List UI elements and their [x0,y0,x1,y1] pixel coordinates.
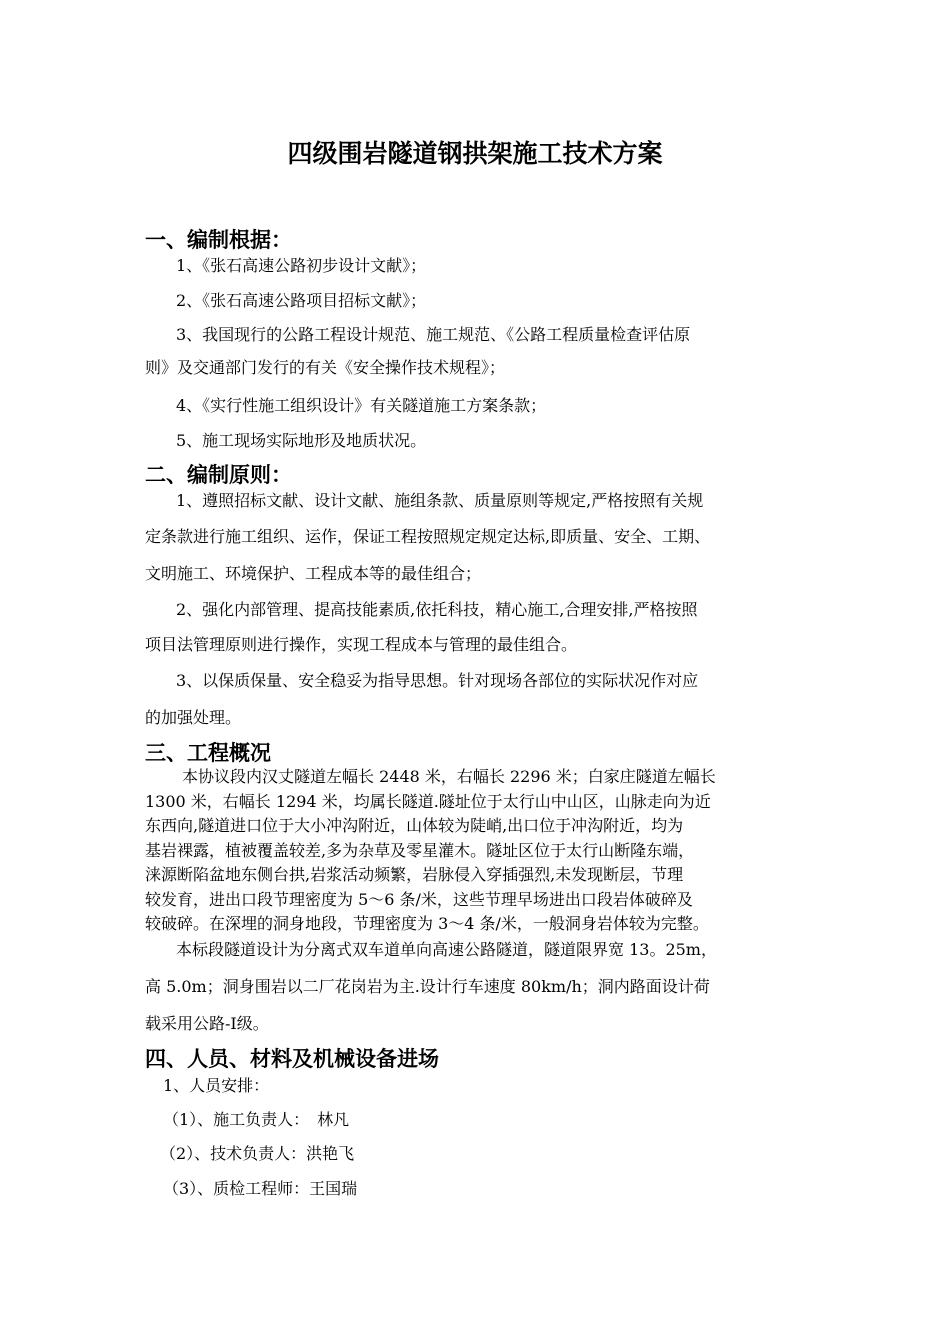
technical-lead: （2）、技术负责人：洪艳飞 [160,1144,355,1163]
overview-line-8: 本标段隧道设计为分离式双车道单向高速公路隧道，隧道限界宽 13。25m， [176,940,717,959]
overview-line-6: 较发育，进出口段节理密度为 5～6 条/米，这些节理早场进出口段岩体破碎及 [145,890,693,909]
principle-3: 3、以保质保量、安全稳妥为指导思想。针对现场各部位的实际状况作对应 [176,671,699,690]
overview-line-5: 涞源断陷盆地东侧台拱,岩浆活动频繁，岩脉侵入穿插强烈,未发现断层，节理 [145,865,684,884]
section-heading-basis: 一、编制根据： [145,228,292,252]
principle-2: 2、强化内部管理、提高技能素质,依托科技，精心施工,合理安排,严格按照 [176,600,698,619]
quality-engineer: （3）、质检工程师：王国瑞 [163,1179,358,1198]
overview-line-7: 较破碎。在深埋的洞身地段，节理密度为 3～4 条/米，一般洞身岩体较为完整。 [145,914,709,933]
section-heading-personnel: 四、人员、材料及机械设备进场 [145,1047,439,1071]
overview-line-10: 载采用公路-I级。 [145,1014,269,1033]
section-heading-overview: 三、工程概况 [145,741,271,765]
overview-line-3: 东西向,隧道进口位于大小冲沟附近，山体较为陡峭,出口位于冲沟附近，均为 [145,816,684,835]
principle-1: 1、遵照招标文献、设计文献、施组条款、质量原则等规定,严格按照有关规 [176,491,704,510]
overview-line-4: 基岩裸露，植被覆盖较差,多为杂草及零星灌木。隧址区位于太行山断隆东端， [145,841,695,860]
principle-1-cont-a: 定条款进行施工组织、运作，保证工程按照规定规定达标,即质量、安全、工期、 [145,527,711,546]
overview-line-2: 1300 米，右幅长 1294 米，均属长隧道.隧址位于太行山中山区，山脉走向为近 [145,792,711,811]
personnel-arrangement: 1、人员安排： [163,1076,270,1095]
basis-item-3-cont: 则》及交通部门发行的有关《安全操作技术规程》； [145,358,506,377]
basis-item-2: 2、《张石高速公路项目招标文献》； [176,291,427,310]
principle-2-cont: 项目法管理原则进行操作，实现工程成本与管理的最佳组合。 [145,635,578,654]
overview-line-1: 本协议段内汉丈隧道左幅长 2448 米，右幅长 2296 米；白家庄隧道左幅长 [182,767,716,786]
section-heading-principles: 二、编制原则： [145,463,292,487]
basis-item-1: 1、《张石高速公路初步设计文献》； [176,256,427,275]
basis-item-3: 3、我国现行的公路工程设计规范、施工规范、《公路工程质量检查评估原 [176,325,691,344]
principle-1-cont-b: 文明施工、环境保护、工程成本等的最佳组合； [145,564,482,583]
overview-line-9: 高 5.0m；洞身围岩以二厂花岗岩为主.设计行车速度 80km/h；洞内路面设计荷 [145,977,710,996]
basis-item-4: 4、《实行性施工组织设计》有关隧道施工方案条款； [176,396,547,415]
construction-lead: （1）、施工负责人： 林凡 [163,1110,350,1129]
principle-3-cont: 的加强处理。 [145,708,242,727]
document-title: 四级围岩隧道钢拱架施工技术方案 [287,139,663,168]
basis-item-5: 5、施工现场实际地形及地质状况。 [176,431,427,450]
